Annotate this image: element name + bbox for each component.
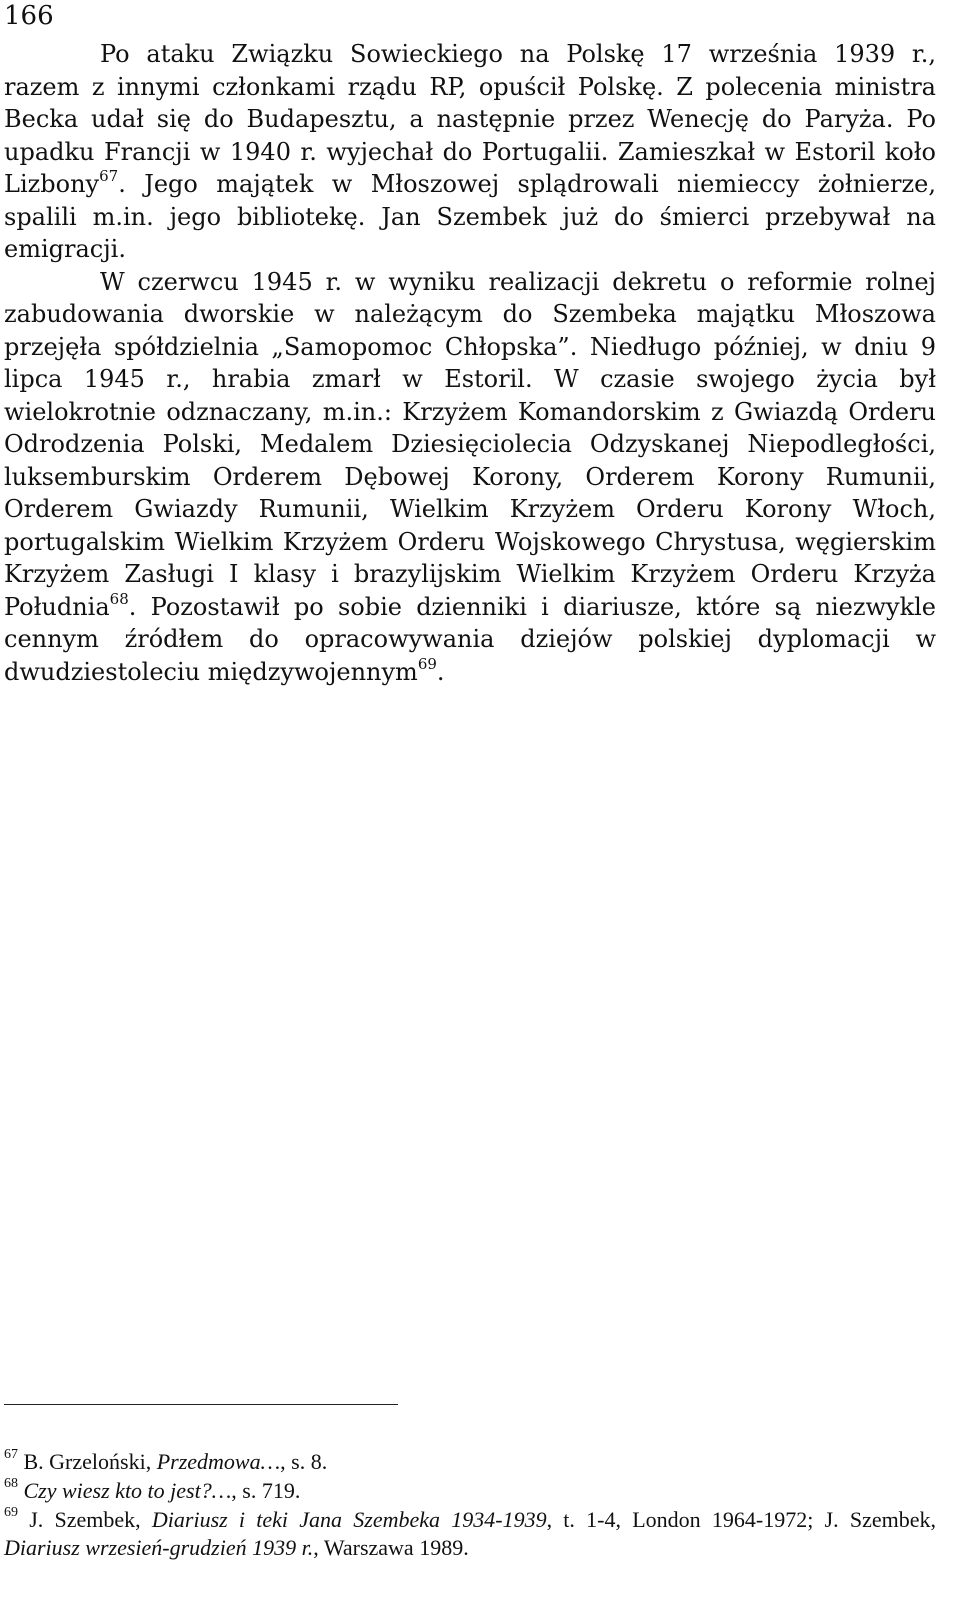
paragraph-2-text-c: . <box>436 657 445 686</box>
footnote-title: Przedmowa… <box>156 1449 281 1474</box>
footnote-title: Czy wiesz kto to jest?… <box>23 1478 232 1503</box>
paragraph-1 <box>4 38 936 266</box>
footnote-text: , Warszawa 1989. <box>313 1535 469 1560</box>
footnote-number: 67 <box>4 1446 18 1462</box>
footnote-69 <box>4 1506 936 1562</box>
footnote-number: 69 <box>4 1504 18 1520</box>
footnote-text: , s. 719. <box>231 1478 301 1503</box>
page-number: 166 <box>4 1 54 31</box>
footnote-title: Diariusz wrzesień-grudzień 1939 r. <box>4 1535 314 1560</box>
paragraph-1-text-b: . Jego majątek w Młoszowej splądrowali niemieccy żołnierze, spalili m.in. jego bibliotekę. Jan Szembek już do śmierci przebywał na emigracji. <box>4 170 936 263</box>
footnote-number: 68 <box>4 1475 18 1491</box>
footnote-separator <box>4 1404 398 1405</box>
paragraph-2 <box>4 266 936 689</box>
footnote-text: B. Grzeloński, <box>18 1449 157 1474</box>
footnote-68 <box>4 1477 936 1505</box>
footnote-text: J. Szembek, <box>18 1507 152 1532</box>
footnote-ref-68: 68 <box>109 589 129 608</box>
footnote-67 <box>4 1448 936 1476</box>
footnote-text: , t. 1-4, London 1964-1972; J. Szembek, <box>546 1507 936 1532</box>
footnote-ref-69: 69 <box>417 654 437 673</box>
body-text <box>4 38 936 688</box>
footnote-title: Diariusz i teki Jana Szembeka 1934-1939 <box>151 1507 547 1532</box>
footnote-ref-67: 67 <box>99 167 119 185</box>
paragraph-2-text-b: . Pozostawił po sobie dzienniki i diariusze, które są niezwykle cennym źródłem do opracowywania dziejów polskiej dyplomacji w dwudziestoleciu międzywojennym <box>4 592 936 686</box>
footnotes <box>4 1448 936 1563</box>
footnote-text: , s. 8. <box>280 1449 328 1474</box>
paragraph-2-text-a: W czerwcu 1945 r. w wyniku realizacji dekretu o reformie rolnej zabudowania dworskie w należącym do Szembeka majątku Młoszowa przejęła spółdzielnia „Samopomoc Chłopska”. Niedługo później, w dniu 9 lipca 1945 r., hrabia zmarł w Estoril. W czasie swojego życia był wielokrotnie odznaczany, m.in.: Krzyżem Komandorskim z Gwiazdą Orderu Odrodzenia Polski, Medalem Dziesięciolecia Odzyskanej Niepodległości, luksemburskim Orderem Dębowej Korony, Orderem Korony Rumunii, Orderem Gwiazdy Rumunii, Wielkim Krzyżem Orderu Korony Włoch, portugalskim Wielkim Krzyżem Orderu Wojskowego Chrystusa, węgierskim Krzyżem Zasługi I klasy i brazylijskim Wielkim Krzyżem Orderu Krzyża Południa <box>4 267 936 621</box>
paragraph-1-text-a: Po ataku Związku Sowieckiego na Polskę 17 września 1939 r., razem z innymi członkami rządu RP, opuścił Polskę. Z polecenia ministra Becka udał się do Budapesztu, a następnie przez Wenecję do Paryża. Po upadku Francji w 1940 r. wyjechał do Portugalii. Zamieszkał w Estoril koło Lizbony <box>4 40 936 198</box>
